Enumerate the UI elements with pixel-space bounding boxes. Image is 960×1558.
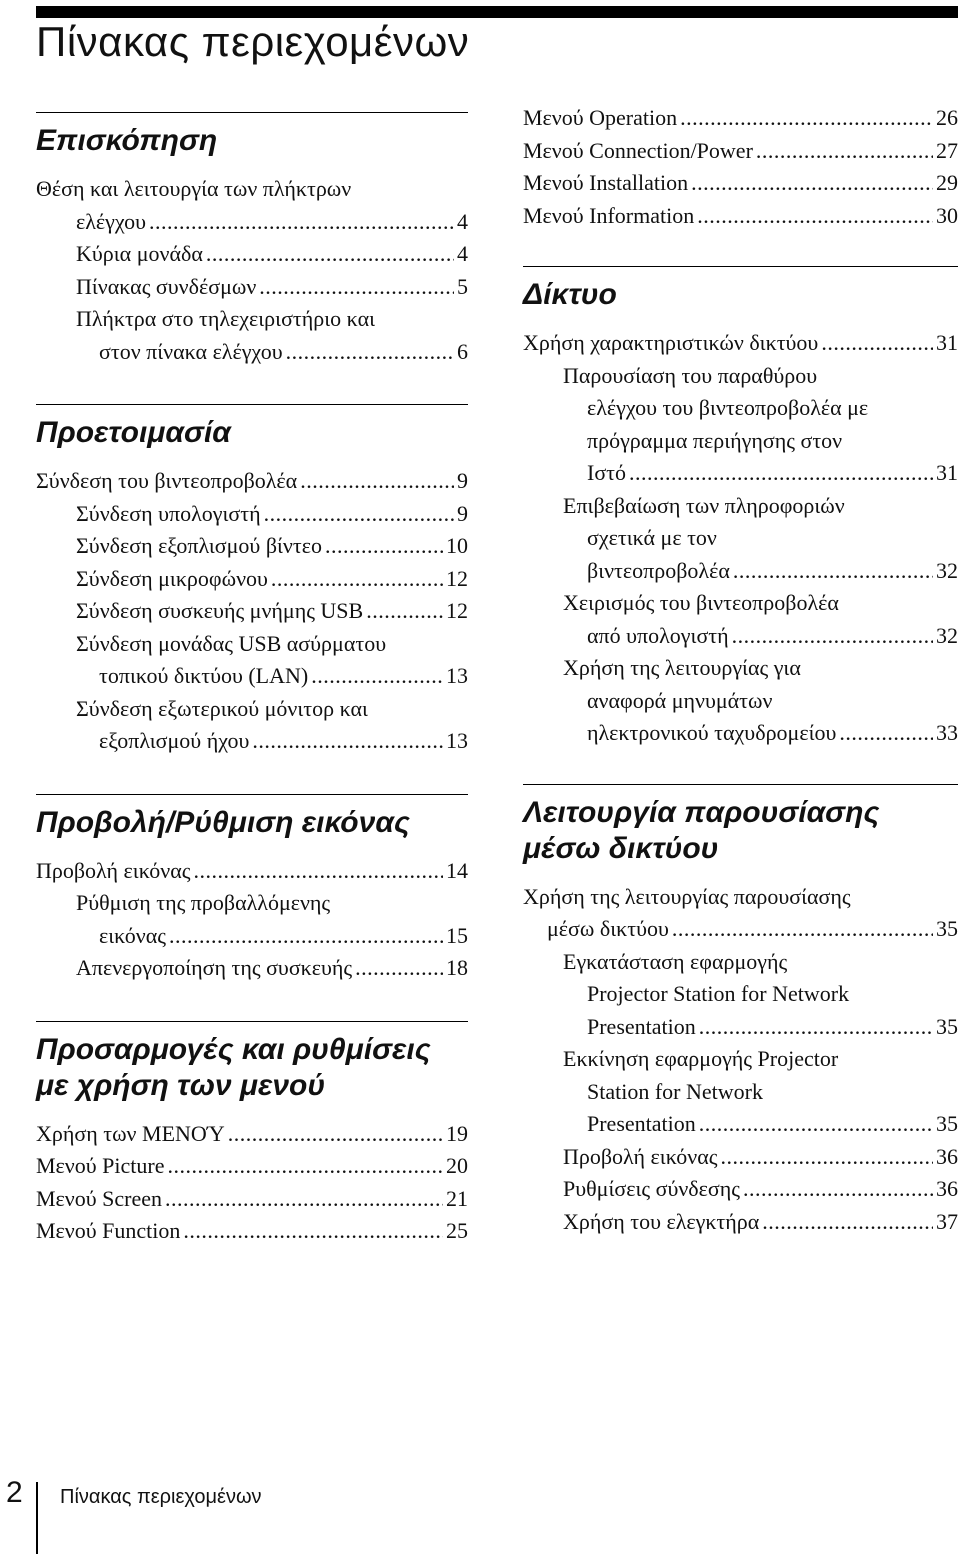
toc-left-column <box>36 112 468 1248</box>
toc-entry[interactable] <box>523 1141 958 1174</box>
toc-entry[interactable] <box>523 913 958 946</box>
toc-page-number: 26 <box>936 105 958 130</box>
footer-page-number: 2 <box>6 1476 23 1509</box>
leader-dots <box>733 555 933 588</box>
toc-entry-text: Χειρισμός του βιντεοπροβολέα <box>563 590 839 615</box>
leader-dots <box>691 167 933 200</box>
toc-page-number: 33 <box>936 720 958 745</box>
toc-entry-label: στον πίνακα ελέγχου <box>99 338 283 364</box>
toc-entry-label: Χρήση του ελεγκτήρα <box>563 1208 760 1234</box>
section-title-line: Λειτουργία παρουσίασης <box>523 795 880 829</box>
toc-page-number: 31 <box>936 460 958 485</box>
toc-entry-label: Σύνδεση εξοπλισμού βίντεο <box>76 533 322 558</box>
toc-entry-text: Παρουσίαση του παραθύρου <box>563 362 818 388</box>
toc-entry[interactable] <box>36 206 468 239</box>
toc-entry-label: Πίνακας συνδέσμων <box>76 273 257 299</box>
leader-dots <box>680 102 933 135</box>
section-divider <box>36 112 468 113</box>
leader-dots <box>193 855 443 888</box>
toc-entry[interactable] <box>36 336 468 369</box>
toc-entry-label: από υπολογιστή <box>587 622 729 648</box>
section-title: Προβολή/Ρύθμιση εικόνας <box>36 805 410 839</box>
leader-dots <box>756 135 933 168</box>
toc-page-number: 18 <box>446 955 468 980</box>
leader-dots <box>311 660 443 693</box>
toc-entry[interactable] <box>36 238 468 271</box>
toc-page-number: 4 <box>457 241 468 266</box>
leader-dots <box>629 457 933 490</box>
toc-entry-label: Ιστό <box>587 460 627 485</box>
toc-entry-label: Προβολή εικόνας <box>563 1143 718 1169</box>
toc-entry-text: Πλήκτρα στο τηλεχειριστήριο και <box>76 306 376 331</box>
leader-dots <box>355 952 443 985</box>
toc-entry-label: Μενού Information <box>523 202 695 228</box>
toc-entry-label: Μενού Installation <box>523 170 689 195</box>
toc-entry-label: εικόνας <box>99 922 166 948</box>
toc-entry[interactable] <box>36 498 468 531</box>
toc-entry[interactable] <box>36 1215 468 1248</box>
toc-entry[interactable] <box>36 465 468 498</box>
leader-dots <box>286 336 454 369</box>
toc-entry[interactable] <box>523 1011 958 1044</box>
toc-entry[interactable] <box>36 1183 468 1216</box>
leader-dots <box>252 725 443 758</box>
toc-entry-text: πρόγραμμα περιήγησης στον <box>587 427 843 453</box>
toc-page-number: 27 <box>936 137 958 163</box>
leader-dots <box>743 1173 933 1206</box>
toc-page-number: 6 <box>457 338 468 364</box>
toc-page-number: 9 <box>457 500 468 526</box>
toc-right-column <box>523 102 958 1238</box>
leader-dots <box>183 1215 443 1248</box>
toc-entry[interactable] <box>36 530 468 563</box>
leader-dots <box>300 465 454 498</box>
toc-entry-text: Σύνδεση εξωτερικού μόνιτορ και <box>76 695 368 721</box>
toc-entry-label: Μενού Function <box>36 1218 181 1243</box>
toc-entry-label: Μενού Operation <box>523 105 678 130</box>
toc-entry-text: Επιβεβαίωση των πληροφοριών <box>563 492 845 518</box>
toc-entry-label: εξοπλισμού ήχου <box>99 728 250 753</box>
toc-page-number: 19 <box>446 1120 468 1146</box>
toc-page-number: 35 <box>936 1111 958 1136</box>
toc-entry-label: Μενού Picture <box>36 1153 165 1178</box>
toc-entry[interactable] <box>523 555 958 588</box>
toc-entry[interactable] <box>36 563 468 596</box>
leader-dots <box>839 717 933 750</box>
section-divider <box>36 404 468 405</box>
toc-entry-text: Ρύθμιση της προβαλλόμενης <box>76 890 331 915</box>
toc-entry-label: ηλεκτρονικού ταχυδρομείου <box>587 720 837 745</box>
toc-page-number: 32 <box>936 557 958 583</box>
toc-entry-text: Σύνδεση μονάδας USB ασύρματου <box>76 630 387 656</box>
toc-page-number: 35 <box>936 916 958 941</box>
toc-entry-label: Σύνδεση υπολογιστή <box>76 500 261 526</box>
toc-entry-label: Προβολή εικόνας <box>36 857 191 883</box>
section-title <box>523 795 958 867</box>
section-title-line: με χρήση των μενού <box>36 1068 326 1102</box>
toc-page-number: 14 <box>446 857 468 883</box>
toc-entry-text: σχετικά με τον <box>587 525 717 550</box>
toc-page-number: 13 <box>446 728 468 753</box>
toc-page-number: 25 <box>446 1218 468 1243</box>
section-divider <box>36 1021 468 1022</box>
section-divider <box>523 784 958 785</box>
toc-section-projection <box>36 794 468 985</box>
toc-entry[interactable] <box>523 1108 958 1141</box>
toc-section-network <box>523 266 958 750</box>
leader-dots <box>169 920 443 953</box>
toc-section-menus <box>36 1021 468 1248</box>
section-divider <box>36 794 468 795</box>
toc-entry[interactable] <box>36 660 468 693</box>
toc-entry[interactable] <box>523 457 958 490</box>
footer-title: Πίνακας περιεχομένων <box>60 1486 262 1508</box>
toc-page-number: 15 <box>446 922 468 948</box>
toc-entry-label: Μενού Connection/Power <box>523 137 753 163</box>
toc-entry-label: Χρήση των ΜΕΝΟΎ <box>36 1120 225 1146</box>
toc-entry-label: βιντεοπροβολέα <box>587 557 730 583</box>
toc-entry[interactable] <box>36 271 468 304</box>
leader-dots <box>699 1011 933 1044</box>
toc-entry-text: Station for Network <box>587 1078 763 1104</box>
toc-section-menus-continued <box>523 102 958 232</box>
leader-dots <box>167 1150 443 1183</box>
toc-entry-label: μέσω δικτύου <box>547 916 669 941</box>
footer-divider <box>36 1482 38 1554</box>
leader-dots <box>206 238 454 271</box>
leader-dots <box>672 913 933 946</box>
toc-entry[interactable] <box>36 725 468 758</box>
toc-entry-text: Χρήση της λειτουργίας για <box>563 655 801 680</box>
toc-entry[interactable] <box>36 920 468 953</box>
toc-entry-label: Σύνδεση μικροφώνου <box>76 565 268 591</box>
toc-entry[interactable] <box>523 717 958 750</box>
toc-page-number: 12 <box>446 565 468 591</box>
toc-entry[interactable] <box>523 102 958 135</box>
toc-page-number: 37 <box>936 1208 958 1234</box>
toc-page-number: 31 <box>936 330 958 355</box>
leader-dots <box>821 327 933 360</box>
toc-page-number: 5 <box>457 273 468 299</box>
section-title: Δίκτυο <box>523 278 617 311</box>
page-title: Πίνακας περιεχομένων <box>36 18 470 65</box>
leader-dots <box>366 595 443 628</box>
section-title: Προετοιμασία <box>36 416 231 449</box>
toc-entry-text: αναφορά μηνυμάτων <box>587 687 773 713</box>
toc-page-number: 36 <box>936 1143 958 1169</box>
toc-entry-text: Εκκίνηση εφαρμογής Projector <box>563 1046 839 1071</box>
leader-dots <box>259 271 454 304</box>
toc-entry[interactable] <box>523 1173 958 1206</box>
toc-page-number: 20 <box>446 1153 468 1178</box>
toc-page-number: 35 <box>936 1013 958 1039</box>
toc-page-number: 13 <box>446 663 468 688</box>
toc-page-number: 9 <box>457 468 468 493</box>
leader-dots <box>165 1183 443 1216</box>
toc-page-number: 4 <box>457 208 468 234</box>
toc-entry[interactable] <box>36 1150 468 1183</box>
toc-entry-text: Θέση και λειτουργία των πλήκτρων <box>36 176 352 201</box>
leader-dots <box>325 530 443 563</box>
header-bar <box>36 6 958 18</box>
section-title: Επισκόπηση <box>36 124 218 157</box>
leader-dots <box>149 206 454 239</box>
toc-entry[interactable] <box>523 327 958 360</box>
leader-dots <box>720 1141 933 1174</box>
toc-entry[interactable] <box>523 200 958 233</box>
toc-entry[interactable] <box>36 595 468 628</box>
toc-entry[interactable] <box>36 952 468 985</box>
toc-entry-label: Presentation <box>587 1111 696 1136</box>
toc-section-preparation <box>36 404 468 758</box>
toc-entry-label: ελέγχου <box>76 208 147 234</box>
toc-page-number: 10 <box>446 533 468 558</box>
toc-section-overview <box>36 112 468 368</box>
toc-entry[interactable] <box>36 1118 468 1151</box>
section-title <box>36 1032 468 1104</box>
toc-entry-label: Απενεργοποίηση της συσκευής <box>76 955 353 980</box>
toc-page-number: 12 <box>446 598 468 623</box>
toc-page-number: 21 <box>446 1185 468 1211</box>
toc-entry-label: Presentation <box>587 1013 696 1039</box>
section-title-line: μέσω δικτύου <box>523 831 719 865</box>
leader-dots <box>732 620 933 653</box>
leader-dots <box>699 1108 933 1141</box>
leader-dots <box>271 563 443 596</box>
toc-entry[interactable] <box>523 1206 958 1239</box>
section-title-line: Προσαρμογές και ρυθμίσεις <box>36 1032 431 1066</box>
toc-entry-label: Σύνδεση του βιντεοπροβολέα <box>36 468 298 493</box>
toc-entry-label: Ρυθμίσεις σύνδεσης <box>563 1176 740 1201</box>
toc-page-number: 32 <box>936 622 958 648</box>
toc-entry-label: Μενού Screen <box>36 1185 162 1211</box>
toc-entry-text: Χρήση της λειτουργίας παρουσίασης <box>523 883 851 909</box>
toc-entry-label: Κύρια μονάδα <box>76 241 203 266</box>
toc-page-number: 30 <box>936 202 958 228</box>
toc-entry-label: Χρήση χαρακτηριστικών δικτύου <box>523 330 819 355</box>
toc-entry[interactable] <box>523 135 958 168</box>
section-divider <box>523 266 958 267</box>
toc-page-number: 36 <box>936 1176 958 1201</box>
toc-entry-text: Εγκατάσταση εφαρμογής <box>563 948 788 974</box>
toc-entry-text: Projector Station for Network <box>587 981 850 1006</box>
toc-entry[interactable] <box>523 167 958 200</box>
toc-page-number: 29 <box>936 170 958 195</box>
toc-entry-text: ελέγχου του βιντεοπροβολέα με <box>587 395 869 420</box>
toc-entry[interactable] <box>36 855 468 888</box>
leader-dots <box>697 200 933 233</box>
leader-dots <box>228 1118 443 1151</box>
toc-entry-label: τοπικού δικτύου (LAN) <box>99 663 309 688</box>
toc-entry-label: Σύνδεση συσκευής μνήμης USB <box>76 598 364 623</box>
leader-dots <box>762 1206 933 1239</box>
toc-section-network-presentation <box>523 784 958 1239</box>
leader-dots <box>264 498 454 531</box>
toc-entry[interactable] <box>523 620 958 653</box>
